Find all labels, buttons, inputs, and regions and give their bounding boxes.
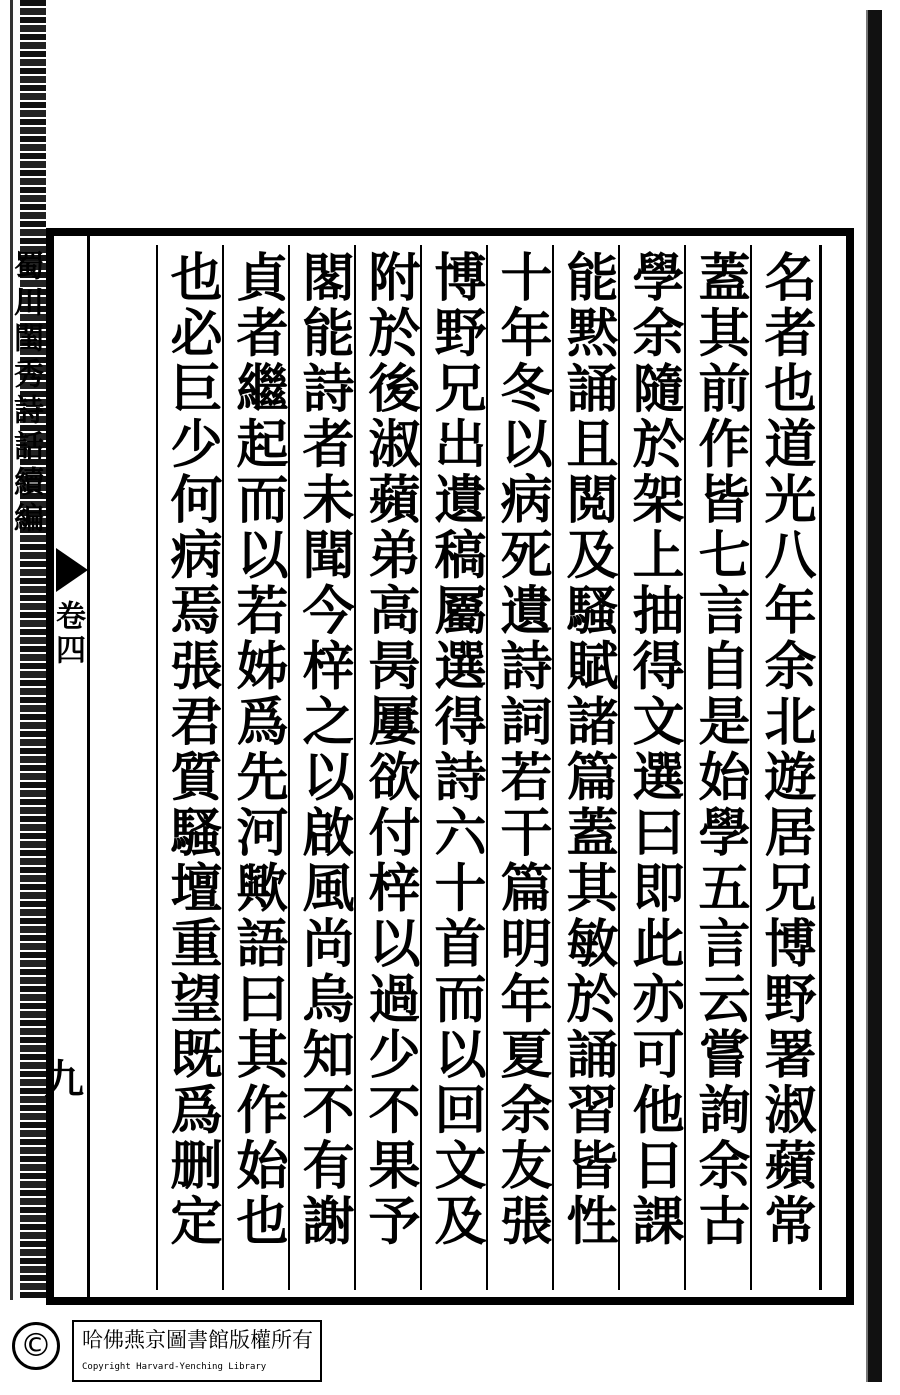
copyright-stamp [12, 1320, 312, 1382]
text-column-3: 學余隨於架上抽得文選曰即此亦可他日課 [623, 250, 684, 1249]
juan-label: 卷四 [50, 600, 85, 668]
copyright-english: Copyright Harvard-Yenching Library [82, 1362, 267, 1372]
text-column-5: 十年冬以病死遺詩詞若干篇明年夏余友張 [491, 250, 552, 1249]
text-column-9: 貞者繼起而以若姊爲先河歟語曰其作始也 [227, 250, 288, 1249]
scan-right-edge [868, 10, 882, 1382]
text-column-7: 附於後淑蘋弟高昺屢欲付梓以過少不果予 [359, 250, 420, 1249]
copyright-chinese: 哈佛燕京圖書館版權所有 [82, 1328, 313, 1352]
text-column-6: 博野兄出遺稿屬選得詩六十首而以回文及 [425, 250, 486, 1249]
text-column-8: 閣能詩者未聞今梓之以啟風尚烏知不有謝 [293, 250, 354, 1249]
scan-fold-line [10, 0, 13, 1300]
center-margin-column [50, 236, 90, 1297]
copyright-icon: © [12, 1322, 60, 1370]
scan-fold-edge [20, 0, 46, 1300]
text-column-2: 蓋其前作皆七言自是始學五言云嘗詢余古 [689, 250, 750, 1249]
fish-tail-mark-icon [56, 548, 88, 592]
text-column-4: 能黙誦且閲及騷賦諸篇蓋其敏於誦習皆性 [557, 250, 618, 1249]
text-column-1: 名者也道光八年余北遊居兄博野署淑蘋常 [755, 250, 816, 1249]
scan-right-edge-line [866, 10, 868, 1382]
text-column-10: 也必巨少何病焉張君質騷壇重望既爲删定 [161, 250, 222, 1249]
page-number: 九 [44, 1056, 84, 1103]
book-title: 蜀川閨秀詩話續編 [8, 250, 43, 538]
